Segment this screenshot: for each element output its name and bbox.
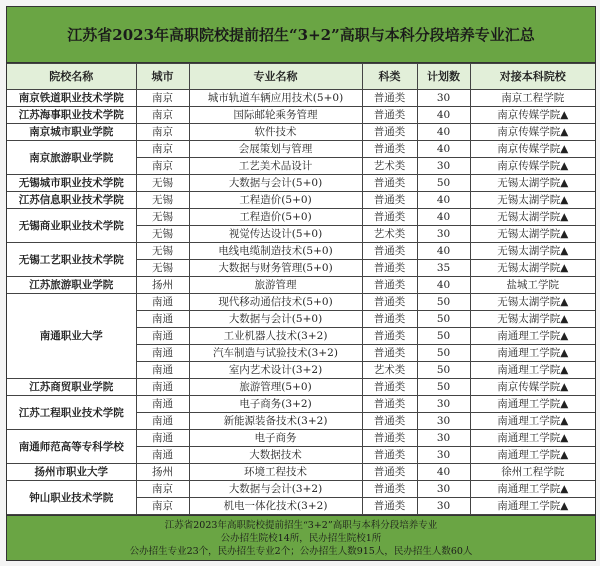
city-cell: 扬州 [136, 464, 189, 481]
plan-cell: 50 [417, 328, 470, 345]
partner-cell: 南通理工学院▲ [470, 481, 595, 498]
program-table [7, 63, 595, 515]
city-cell: 南通 [136, 413, 189, 430]
category-cell: 普通类 [362, 243, 417, 260]
summary-footer [7, 515, 595, 560]
table-row [7, 379, 595, 396]
plan-cell: 40 [417, 277, 470, 294]
city-cell: 南京 [136, 141, 189, 158]
school-name-cell: 钟山职业技术学院 [7, 481, 136, 515]
city-cell: 南通 [136, 328, 189, 345]
category-cell: 艺术类 [362, 158, 417, 175]
category-cell: 普通类 [362, 430, 417, 447]
table-row [7, 90, 595, 107]
city-cell: 南通 [136, 379, 189, 396]
partner-cell: 无锡太湖学院▲ [470, 260, 595, 277]
plan-cell: 30 [417, 498, 470, 515]
school-name-cell: 南通职业大学 [7, 294, 136, 379]
partner-cell: 南通理工学院▲ [470, 430, 595, 447]
major-cell: 会展策划与管理 [189, 141, 362, 158]
partner-cell: 南通理工学院▲ [470, 362, 595, 379]
major-cell: 城市轨道车辆应用技术(5+0) [189, 90, 362, 107]
partner-cell: 盐城工学院 [470, 277, 595, 294]
table-row [7, 430, 595, 447]
major-cell: 工业机器人技术(3+2) [189, 328, 362, 345]
plan-cell: 50 [417, 175, 470, 192]
major-cell: 汽车制造与试验技术(3+2) [189, 345, 362, 362]
plan-cell: 40 [417, 107, 470, 124]
partner-cell: 南京传媒学院▲ [470, 379, 595, 396]
plan-cell: 30 [417, 158, 470, 175]
major-cell: 旅游管理(5+0) [189, 379, 362, 396]
major-cell: 机电一体化技术(3+2) [189, 498, 362, 515]
partner-cell: 南通理工学院▲ [470, 345, 595, 362]
city-cell: 南京 [136, 124, 189, 141]
major-cell: 软件技术 [189, 124, 362, 141]
city-cell: 无锡 [136, 243, 189, 260]
footer-line-1: 江苏省2023年高职院校提前招生“3+2”高职与本科分段培养专业 [164, 519, 438, 531]
school-name-cell: 扬州市职业大学 [7, 464, 136, 481]
city-cell: 南通 [136, 396, 189, 413]
city-cell: 南京 [136, 158, 189, 175]
major-cell: 大数据与财务管理(5+0) [189, 260, 362, 277]
city-cell: 南通 [136, 430, 189, 447]
table-row [7, 464, 595, 481]
plan-cell: 40 [417, 464, 470, 481]
header-category: 科类 [362, 64, 417, 90]
category-cell: 普通类 [362, 90, 417, 107]
major-cell: 大数据与会计(3+2) [189, 481, 362, 498]
major-cell: 室内艺术设计(3+2) [189, 362, 362, 379]
city-cell: 无锡 [136, 226, 189, 243]
partner-cell: 南京传媒学院▲ [470, 107, 595, 124]
table-row [7, 243, 595, 260]
plan-cell: 50 [417, 311, 470, 328]
table-row [7, 481, 595, 498]
school-name-cell: 无锡商业职业技术学院 [7, 209, 136, 243]
major-cell: 现代移动通信技术(5+0) [189, 294, 362, 311]
header-school: 院校名称 [7, 64, 136, 90]
plan-cell: 30 [417, 413, 470, 430]
city-cell: 扬州 [136, 277, 189, 294]
major-cell: 大数据与会计(5+0) [189, 175, 362, 192]
city-cell: 南通 [136, 311, 189, 328]
page-title: 江苏省2023年高职院校提前招生“3+2”高职与本科分段培养专业汇总 [7, 7, 595, 63]
partner-cell: 南通理工学院▲ [470, 328, 595, 345]
major-cell: 大数据技术 [189, 447, 362, 464]
table-row [7, 192, 595, 209]
table-row [7, 277, 595, 294]
category-cell: 普通类 [362, 175, 417, 192]
plan-cell: 40 [417, 124, 470, 141]
plan-cell: 30 [417, 447, 470, 464]
partner-cell: 南通理工学院▲ [470, 396, 595, 413]
partner-cell: 无锡太湖学院▲ [470, 175, 595, 192]
plan-cell: 50 [417, 345, 470, 362]
major-cell: 工程造价(5+0) [189, 192, 362, 209]
plan-cell: 30 [417, 396, 470, 413]
school-name-cell: 江苏旅游职业学院 [7, 277, 136, 294]
major-cell: 工艺美术品设计 [189, 158, 362, 175]
table-row [7, 141, 595, 158]
table-row [7, 107, 595, 124]
school-name-cell: 无锡城市职业技术学院 [7, 175, 136, 192]
city-cell: 南通 [136, 345, 189, 362]
footer-line-3: 公办招生专业23个，民办招生专业2个；公办招生人数915人，民办招生人数60人 [129, 545, 473, 557]
partner-cell: 南京传媒学院▲ [470, 158, 595, 175]
category-cell: 艺术类 [362, 362, 417, 379]
table-row [7, 294, 595, 311]
major-cell: 旅游管理 [189, 277, 362, 294]
major-cell: 大数据与会计(5+0) [189, 311, 362, 328]
table-row [7, 396, 595, 413]
city-cell: 无锡 [136, 175, 189, 192]
school-name-cell: 江苏工程职业技术学院 [7, 396, 136, 430]
plan-cell: 50 [417, 379, 470, 396]
footer-line-2: 公办招生院校14所，民办招生院校1所 [220, 532, 382, 544]
city-cell: 南通 [136, 362, 189, 379]
partner-cell: 南京工程学院 [470, 90, 595, 107]
school-name-cell: 南京铁道职业技术学院 [7, 90, 136, 107]
category-cell: 普通类 [362, 260, 417, 277]
school-name-cell: 南京城市职业学院 [7, 124, 136, 141]
category-cell: 普通类 [362, 277, 417, 294]
major-cell: 新能源装备技术(3+2) [189, 413, 362, 430]
school-name-cell: 江苏商贸职业学院 [7, 379, 136, 396]
plan-cell: 50 [417, 362, 470, 379]
city-cell: 南京 [136, 481, 189, 498]
school-name-cell: 南通师范高等专科学校 [7, 430, 136, 464]
partner-cell: 南通理工学院▲ [470, 413, 595, 430]
category-cell: 普通类 [362, 498, 417, 515]
partner-cell: 无锡太湖学院▲ [470, 294, 595, 311]
school-name-cell: 无锡工艺职业技术学院 [7, 243, 136, 277]
city-cell: 南京 [136, 90, 189, 107]
category-cell: 艺术类 [362, 226, 417, 243]
city-cell: 无锡 [136, 192, 189, 209]
category-cell: 普通类 [362, 311, 417, 328]
partner-cell: 南京传媒学院▲ [470, 141, 595, 158]
major-cell: 电子商务 [189, 430, 362, 447]
table-header-row [7, 64, 595, 90]
plan-cell: 35 [417, 260, 470, 277]
plan-cell: 40 [417, 192, 470, 209]
category-cell: 普通类 [362, 192, 417, 209]
category-cell: 普通类 [362, 294, 417, 311]
partner-cell: 南京传媒学院▲ [470, 124, 595, 141]
table-row [7, 124, 595, 141]
category-cell: 普通类 [362, 447, 417, 464]
partner-cell: 南通理工学院▲ [470, 498, 595, 515]
category-cell: 普通类 [362, 328, 417, 345]
partner-cell: 无锡太湖学院▲ [470, 226, 595, 243]
plan-cell: 40 [417, 141, 470, 158]
plan-cell: 30 [417, 226, 470, 243]
plan-cell: 30 [417, 481, 470, 498]
partner-cell: 无锡太湖学院▲ [470, 311, 595, 328]
city-cell: 南京 [136, 107, 189, 124]
major-cell: 电子商务(3+2) [189, 396, 362, 413]
category-cell: 普通类 [362, 379, 417, 396]
partner-cell: 无锡太湖学院▲ [470, 209, 595, 226]
partner-cell: 徐州工程学院 [470, 464, 595, 481]
city-cell: 南通 [136, 294, 189, 311]
school-name-cell: 南京旅游职业学院 [7, 141, 136, 175]
category-cell: 普通类 [362, 124, 417, 141]
partner-cell: 无锡太湖学院▲ [470, 243, 595, 260]
school-name-cell: 江苏信息职业技术学院 [7, 192, 136, 209]
major-cell: 电线电缆制造技术(5+0) [189, 243, 362, 260]
category-cell: 普通类 [362, 141, 417, 158]
table-row [7, 175, 595, 192]
plan-cell: 50 [417, 294, 470, 311]
city-cell: 南通 [136, 447, 189, 464]
category-cell: 普通类 [362, 396, 417, 413]
category-cell: 普通类 [362, 481, 417, 498]
major-cell: 环境工程技术 [189, 464, 362, 481]
school-name-cell: 江苏海事职业技术学院 [7, 107, 136, 124]
partner-cell: 无锡太湖学院▲ [470, 192, 595, 209]
header-major: 专业名称 [189, 64, 362, 90]
city-cell: 无锡 [136, 260, 189, 277]
plan-cell: 30 [417, 90, 470, 107]
category-cell: 普通类 [362, 345, 417, 362]
major-cell: 国际邮轮乘务管理 [189, 107, 362, 124]
city-cell: 无锡 [136, 209, 189, 226]
category-cell: 普通类 [362, 464, 417, 481]
category-cell: 普通类 [362, 413, 417, 430]
major-cell: 视觉传达设计(5+0) [189, 226, 362, 243]
category-cell: 普通类 [362, 107, 417, 124]
header-city: 城市 [136, 64, 189, 90]
plan-cell: 40 [417, 243, 470, 260]
partner-cell: 南通理工学院▲ [470, 447, 595, 464]
category-cell: 普通类 [362, 209, 417, 226]
plan-cell: 30 [417, 430, 470, 447]
summary-table-frame [6, 6, 596, 561]
header-partner: 对接本科院校 [470, 64, 595, 90]
header-plan: 计划数 [417, 64, 470, 90]
major-cell: 工程造价(5+0) [189, 209, 362, 226]
city-cell: 南京 [136, 498, 189, 515]
table-row [7, 209, 595, 226]
plan-cell: 40 [417, 209, 470, 226]
